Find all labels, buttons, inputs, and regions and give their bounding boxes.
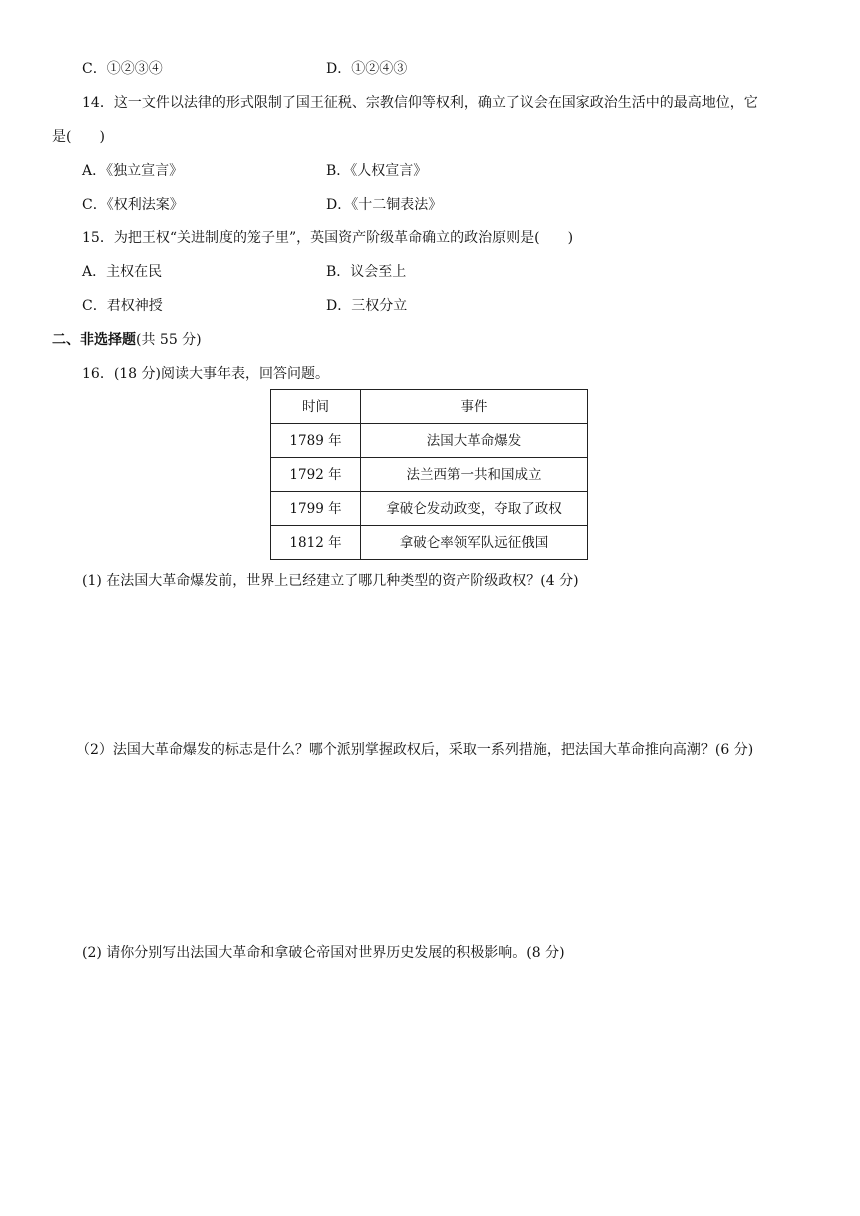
q14-option-a: A．《独立宣言》 [82, 163, 184, 179]
table-cell-event: 法兰西第一共和国成立 [361, 458, 588, 492]
table-header-row [271, 390, 588, 424]
q15-option-d: D．三权分立 [326, 298, 408, 314]
events-table [270, 389, 588, 560]
q16-sub1: (1) 在法国大革命爆发前，世界上已经建立了哪几种类型的资产阶级政权？(4 分) [82, 573, 579, 589]
q14-stem-line2: 是( ) [52, 129, 105, 145]
table-row [271, 424, 588, 458]
q16-stem: 16．(18 分)阅读大事年表，回答问题。 [82, 366, 330, 382]
q15-option-a: A．主权在民 [82, 264, 163, 280]
q14-option-b: B．《人权宣言》 [326, 163, 428, 179]
q16-sub2: （2）法国大革命爆发的标志是什么？哪个派别掌握政权后，采取一系列措施，把法国大革命推向高潮？(6 分) [76, 742, 754, 758]
table-cell-year: 1812 年 [271, 526, 361, 560]
section2-heading [52, 331, 202, 349]
table-header-event: 事件 [361, 390, 588, 424]
table-header-time: 时间 [271, 390, 361, 424]
q14-option-d: D．《十二铜表法》 [326, 197, 443, 213]
q14-option-c: C．《权利法案》 [82, 197, 184, 213]
q16-sub3: (2) 请你分别写出法国大革命和拿破仑帝国对世界历史发展的积极影响。(8 分) [82, 945, 565, 961]
q14-stem-line1: 14．这一文件以法律的形式限制了国王征税、宗教信仰等权利，确立了议会在国家政治生活中的最高地位，它 [82, 95, 758, 111]
table-cell-event: 拿破仑发动政变，夺取了政权 [361, 492, 588, 526]
q15-option-b: B．议会至上 [326, 264, 407, 280]
q13-option-d: D．①②④③ [326, 61, 408, 77]
q15-option-c: C．君权神授 [82, 298, 163, 314]
table-cell-year: 1789 年 [271, 424, 361, 458]
table-row [271, 526, 588, 560]
table-cell-year: 1799 年 [271, 492, 361, 526]
table-row [271, 458, 588, 492]
section2-title: 二、非选择题 [52, 332, 136, 348]
table-row [271, 492, 588, 526]
section2-points: (共 55 分) [136, 332, 202, 348]
table-cell-event: 法国大革命爆发 [361, 424, 588, 458]
table-cell-year: 1792 年 [271, 458, 361, 492]
q13-option-c: C．①②③④ [82, 61, 163, 77]
q15-stem: 15．为把王权“关进制度的笼子里”，英国资产阶级革命确立的政治原则是( ) [82, 230, 574, 246]
table-cell-event: 拿破仑率领军队远征俄国 [361, 526, 588, 560]
